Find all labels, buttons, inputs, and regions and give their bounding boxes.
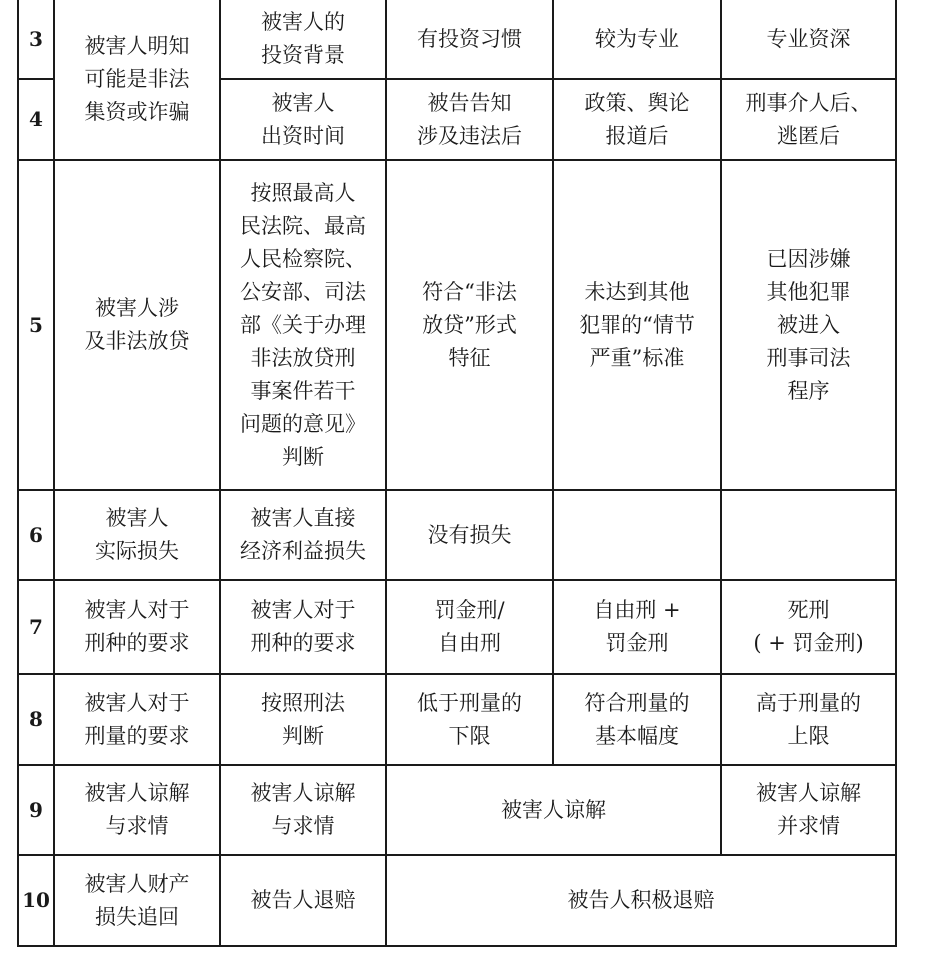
level-cell: 罚金刑/ 自由刑	[386, 580, 553, 674]
level-cell: 有投资习惯	[386, 0, 553, 79]
level-cell: 被告告知 涉及违法后	[386, 79, 553, 160]
table-row	[18, 160, 896, 490]
factor-cell: 被害人直接 经济利益损失	[220, 490, 386, 580]
table-row	[18, 674, 896, 765]
factor-cell: 按照最高人 民法院、最高 人民检察院、 公安部、司法 部《关于办理 非法放贷刑 事案件若干 问题的意见》 判断	[220, 160, 386, 490]
row-number: 9	[18, 765, 54, 855]
table-row	[18, 765, 896, 855]
level-cell-merged: 被告人积极退赔	[386, 855, 896, 946]
level-cell: 专业资深	[721, 0, 896, 79]
row-number: 8	[18, 674, 54, 765]
factor-cell: 被害人的 投资背景	[220, 0, 386, 79]
row-number: 3	[18, 0, 54, 79]
level-cell: 政策、舆论 报道后	[553, 79, 721, 160]
category-cell: 被害人对于 刑种的要求	[54, 580, 220, 674]
factor-cell: 被害人谅解 与求情	[220, 765, 386, 855]
category-cell: 被害人明知 可能是非法 集资或诈骗	[54, 0, 220, 160]
category-cell: 被害人对于 刑量的要求	[54, 674, 220, 765]
table-row	[18, 0, 896, 79]
level-cell: 死刑 ( + 罚金刑)	[721, 580, 896, 674]
level-cell: 已因涉嫌 其他犯罪 被进入 刑事司法 程序	[721, 160, 896, 490]
row-number: 5	[18, 160, 54, 490]
factor-cell: 按照刑法 判断	[220, 674, 386, 765]
factor-cell: 被告人退赔	[220, 855, 386, 946]
row-number: 7	[18, 580, 54, 674]
level-cell: 被害人谅解 并求情	[721, 765, 896, 855]
level-cell: 符合“非法 放贷”形式 特征	[386, 160, 553, 490]
level-cell: 没有损失	[386, 490, 553, 580]
level-cell: 刑事介人后、 逃匿后	[721, 79, 896, 160]
level-cell	[721, 490, 896, 580]
category-cell: 被害人财产 损失追回	[54, 855, 220, 946]
row-number: 6	[18, 490, 54, 580]
row-number: 4	[18, 79, 54, 160]
table-row	[18, 490, 896, 580]
factor-cell: 被害人 出资时间	[220, 79, 386, 160]
level-cell: 未达到其他 犯罪的“情节 严重”标准	[553, 160, 721, 490]
category-cell: 被害人 实际损失	[54, 490, 220, 580]
level-cell: 自由刑 + 罚金刑	[553, 580, 721, 674]
criteria-table	[17, 0, 897, 947]
level-cell: 符合刑量的 基本幅度	[553, 674, 721, 765]
table-row	[18, 580, 896, 674]
level-cell: 高于刑量的 上限	[721, 674, 896, 765]
level-cell: 较为专业	[553, 0, 721, 79]
row-number: 10	[18, 855, 54, 946]
factor-cell: 被害人对于 刑种的要求	[220, 580, 386, 674]
level-cell-merged: 被害人谅解	[386, 765, 721, 855]
category-cell: 被害人涉 及非法放贷	[54, 160, 220, 490]
level-cell	[553, 490, 721, 580]
table-row	[18, 855, 896, 946]
category-cell: 被害人谅解 与求情	[54, 765, 220, 855]
level-cell: 低于刑量的 下限	[386, 674, 553, 765]
